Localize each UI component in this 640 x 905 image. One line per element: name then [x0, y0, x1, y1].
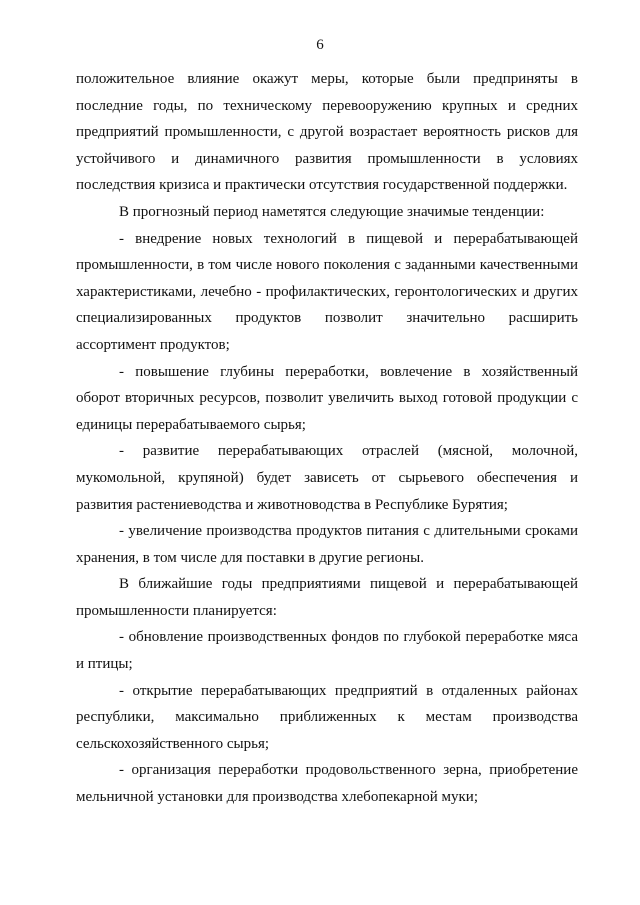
text-line: специализированных продуктов позволит значительно расширить	[76, 310, 578, 327]
text-line: В прогнозный период наметятся следующие значимые тенденции:	[119, 203, 545, 220]
text-line: устойчивого и динамичного развития промышленности в условиях	[76, 150, 578, 167]
text-line: - организация переработки продовольственного зерна, приобретение	[119, 762, 578, 779]
text-line: промышленности, в том числе нового поколения с заданными качественными	[76, 257, 578, 274]
text-line: и птицы;	[76, 656, 133, 673]
text-line: последствия кризиса и практически отсутствия государственной поддержки.	[76, 177, 568, 194]
paragraph	[76, 226, 578, 359]
page-number: 6	[316, 37, 324, 53]
text-line: - внедрение новых технологий в пищевой и перерабатывающей	[119, 230, 578, 247]
text-line: оборот вторичных ресурсов, позволит увеличить выход готовой продукции с	[76, 390, 578, 407]
paragraph	[76, 359, 578, 439]
paragraph	[76, 624, 578, 677]
text-line: - открытие перерабатывающих предприятий в отдаленных районах	[119, 682, 578, 699]
paragraph	[76, 199, 578, 226]
paragraph	[76, 66, 578, 199]
text-line: характеристиками, лечебно - профилактических, геронтологических и других	[76, 283, 578, 300]
text-line: мукомольной, крупяной) будет зависеть от сырьевого обеспечения и	[76, 469, 578, 486]
text-line: развития растениеводства и животноводства в Республике Бурятия;	[76, 496, 508, 513]
text-line: предприятий промышленности, с другой возрастает вероятность рисков для	[76, 124, 578, 141]
text-line: последние годы, по техническому перевооружению крупных и средних	[76, 97, 578, 114]
text-line: - повышение глубины переработки, вовлечение в хозяйственный	[119, 363, 578, 380]
text-line: - увеличение производства продуктов питания с длительными сроками	[119, 523, 578, 540]
text-line: хранения, в том числе для поставки в другие регионы.	[76, 549, 424, 566]
text-line: - развитие перерабатывающих отраслей (мясной, молочной,	[119, 443, 578, 460]
text-line: ассортимент продуктов;	[76, 336, 230, 353]
text-line: единицы перерабатываемого сырья;	[76, 416, 306, 433]
paragraph	[76, 571, 578, 624]
paragraph	[76, 678, 578, 758]
text-line: сельскохозяйственного сырья;	[76, 735, 270, 752]
document-body	[76, 66, 578, 811]
paragraph	[76, 518, 578, 571]
text-line: мельничной установки для производства хлебопекарной муки;	[76, 789, 478, 806]
text-line: республики, максимально приближенных к местам производства	[76, 709, 578, 726]
paragraph	[76, 757, 578, 810]
paragraph	[76, 438, 578, 518]
text-line: промышленности планируется:	[76, 602, 277, 619]
text-line: - обновление производственных фондов по глубокой переработке мяса	[119, 629, 578, 646]
text-line: положительное влияние окажут меры, которые были предприняты в	[76, 71, 578, 87]
text-line: В ближайшие годы предприятиями пищевой и перерабатывающей	[119, 576, 578, 593]
